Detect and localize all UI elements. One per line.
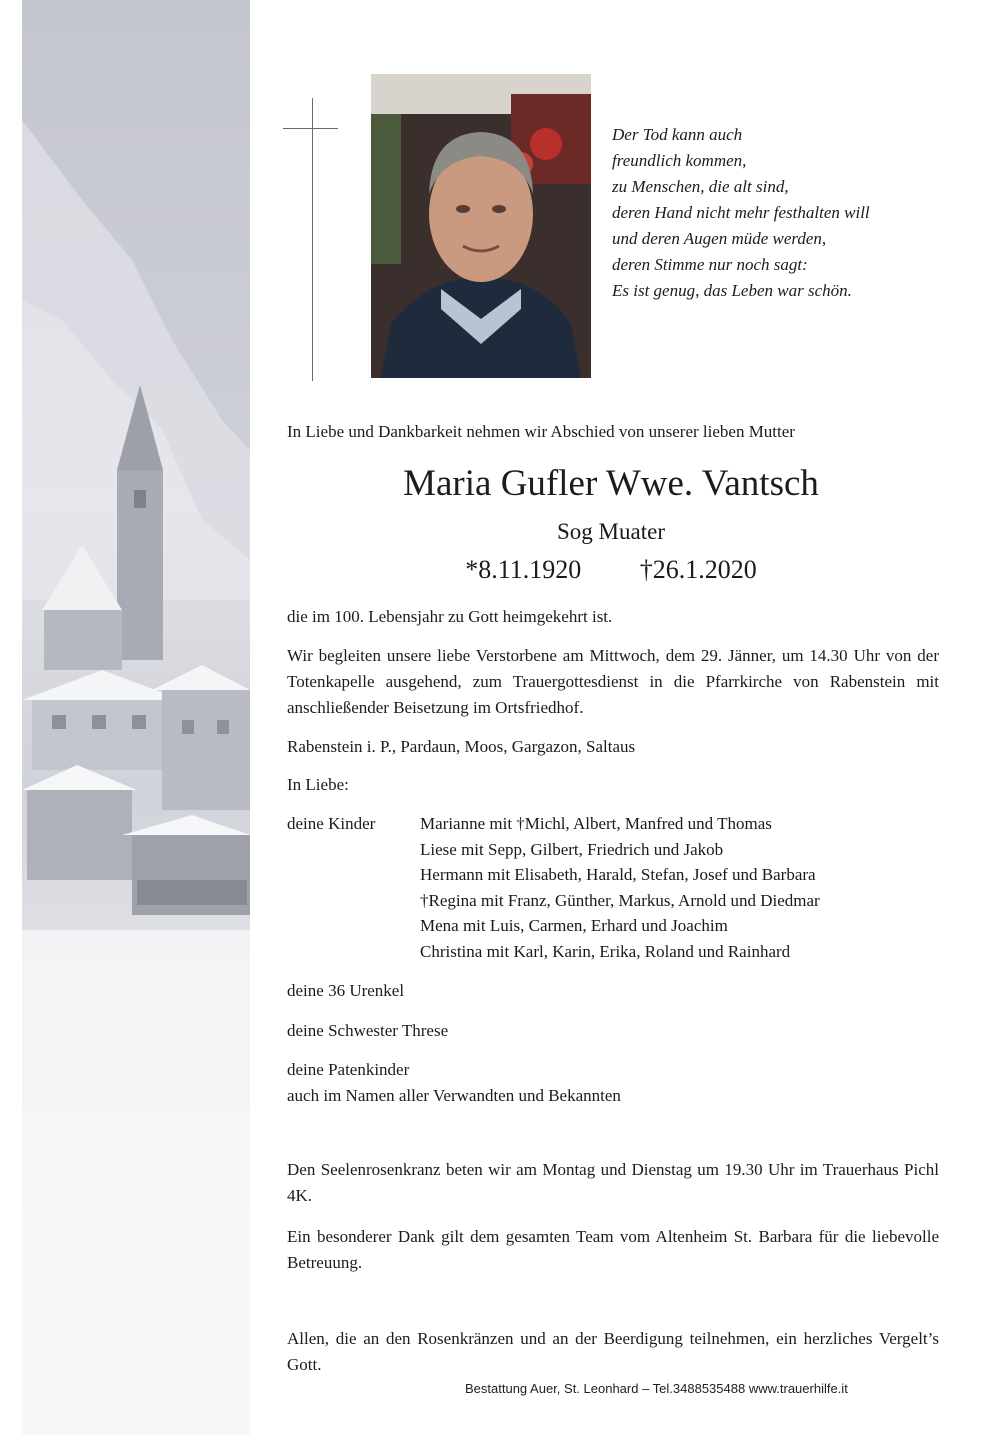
birth-date: *8.11.1920 xyxy=(465,555,582,584)
life-dates xyxy=(287,553,935,587)
thanks-text: Ein besonderer Dank gilt dem gesamten Team vom Altenheim St. Barbara für die liebevolle Betreuung. xyxy=(287,1227,939,1272)
list-item: Hermann mit Elisabeth, Harald, Stefan, Josef und Barbara xyxy=(420,865,816,884)
poem-line: deren Stimme nur noch sagt: xyxy=(612,255,808,274)
age-text: die im 100. Lebensjahr zu Gott heimgekehrt ist. xyxy=(287,607,613,626)
portrait-photo xyxy=(371,74,591,378)
great-grandchildren-text: deine 36 Urenkel xyxy=(287,981,405,1000)
death-date: †26.1.2020 xyxy=(639,555,757,584)
in-love-text: In Liebe: xyxy=(287,775,349,794)
list-item: Marianne mit †Michl, Albert, Manfred und Thomas xyxy=(420,814,772,833)
deceased-name: Maria Gufler Wwe. Vantsch xyxy=(403,463,819,504)
poem-line: und deren Augen müde werden, xyxy=(612,229,827,248)
closing-text: Allen, die an den Rosenkränzen und an der Beerdigung teilnehmen, ein herzliches Vergelt’s Gott. xyxy=(287,1329,939,1374)
list-item: †Regina mit Franz, Günther, Markus, Arnold und Diedmar xyxy=(420,890,820,910)
cross-vertical-line xyxy=(312,98,313,381)
poem-line: deren Hand nicht mehr festhalten will xyxy=(612,203,870,222)
poem xyxy=(612,122,972,304)
intro-text: In Liebe und Dankbarkeit nehmen wir Abschied von unserer lieben Mutter xyxy=(287,422,795,441)
rosary-text: Den Seelenrosenkranz beten wir am Montag und Dienstag um 19.30 Uhr im Trauerhaus Pichl 4K. xyxy=(287,1160,939,1205)
winter-village-image xyxy=(22,0,250,1435)
children-label: deine Kinder xyxy=(287,814,376,833)
poem-line: Es ist genug, das Leben war schön. xyxy=(612,281,852,300)
poem-line: Der Tod kann auch xyxy=(612,125,743,144)
nickname: Sog Muater xyxy=(557,519,665,544)
godchildren-text: deine Patenkinder xyxy=(287,1060,410,1079)
list-item: Liese mit Sepp, Gilbert, Friedrich und Jakob xyxy=(420,839,724,859)
godchildren-block xyxy=(287,1057,939,1109)
cross-horizontal-line xyxy=(283,128,338,129)
list-item: Mena mit Luis, Carmen, Erhard und Joachim xyxy=(420,916,728,935)
poem-line: zu Menschen, die alt sind, xyxy=(612,177,789,196)
sister-text: deine Schwester Threse xyxy=(287,1021,449,1040)
places-text: Rabenstein i. P., Pardaun, Moos, Gargazon, Saltaus xyxy=(287,737,636,756)
children-list xyxy=(420,811,940,964)
list-item: Christina mit Karl, Karin, Erika, Roland und Rainhard xyxy=(420,941,791,961)
relatives-text: auch im Namen aller Verwandten und Bekannten xyxy=(287,1086,621,1105)
footer-funeral-home: Bestattung Auer, St. Leonhard – Tel.3488535488 www.trauerhilfe.it xyxy=(465,1381,848,1396)
poem-line: freundlich kommen, xyxy=(612,151,747,170)
funeral-text: Wir begleiten unsere liebe Verstorbene am Mittwoch, dem 29. Jänner, um 14.30 Uhr von der Totenkapelle ausgehend, zum Trauergottesdienst in die Pfarrkirche von Rabenstein mit anschließender Beisetzung im Ortsfriedhof. xyxy=(287,646,939,717)
